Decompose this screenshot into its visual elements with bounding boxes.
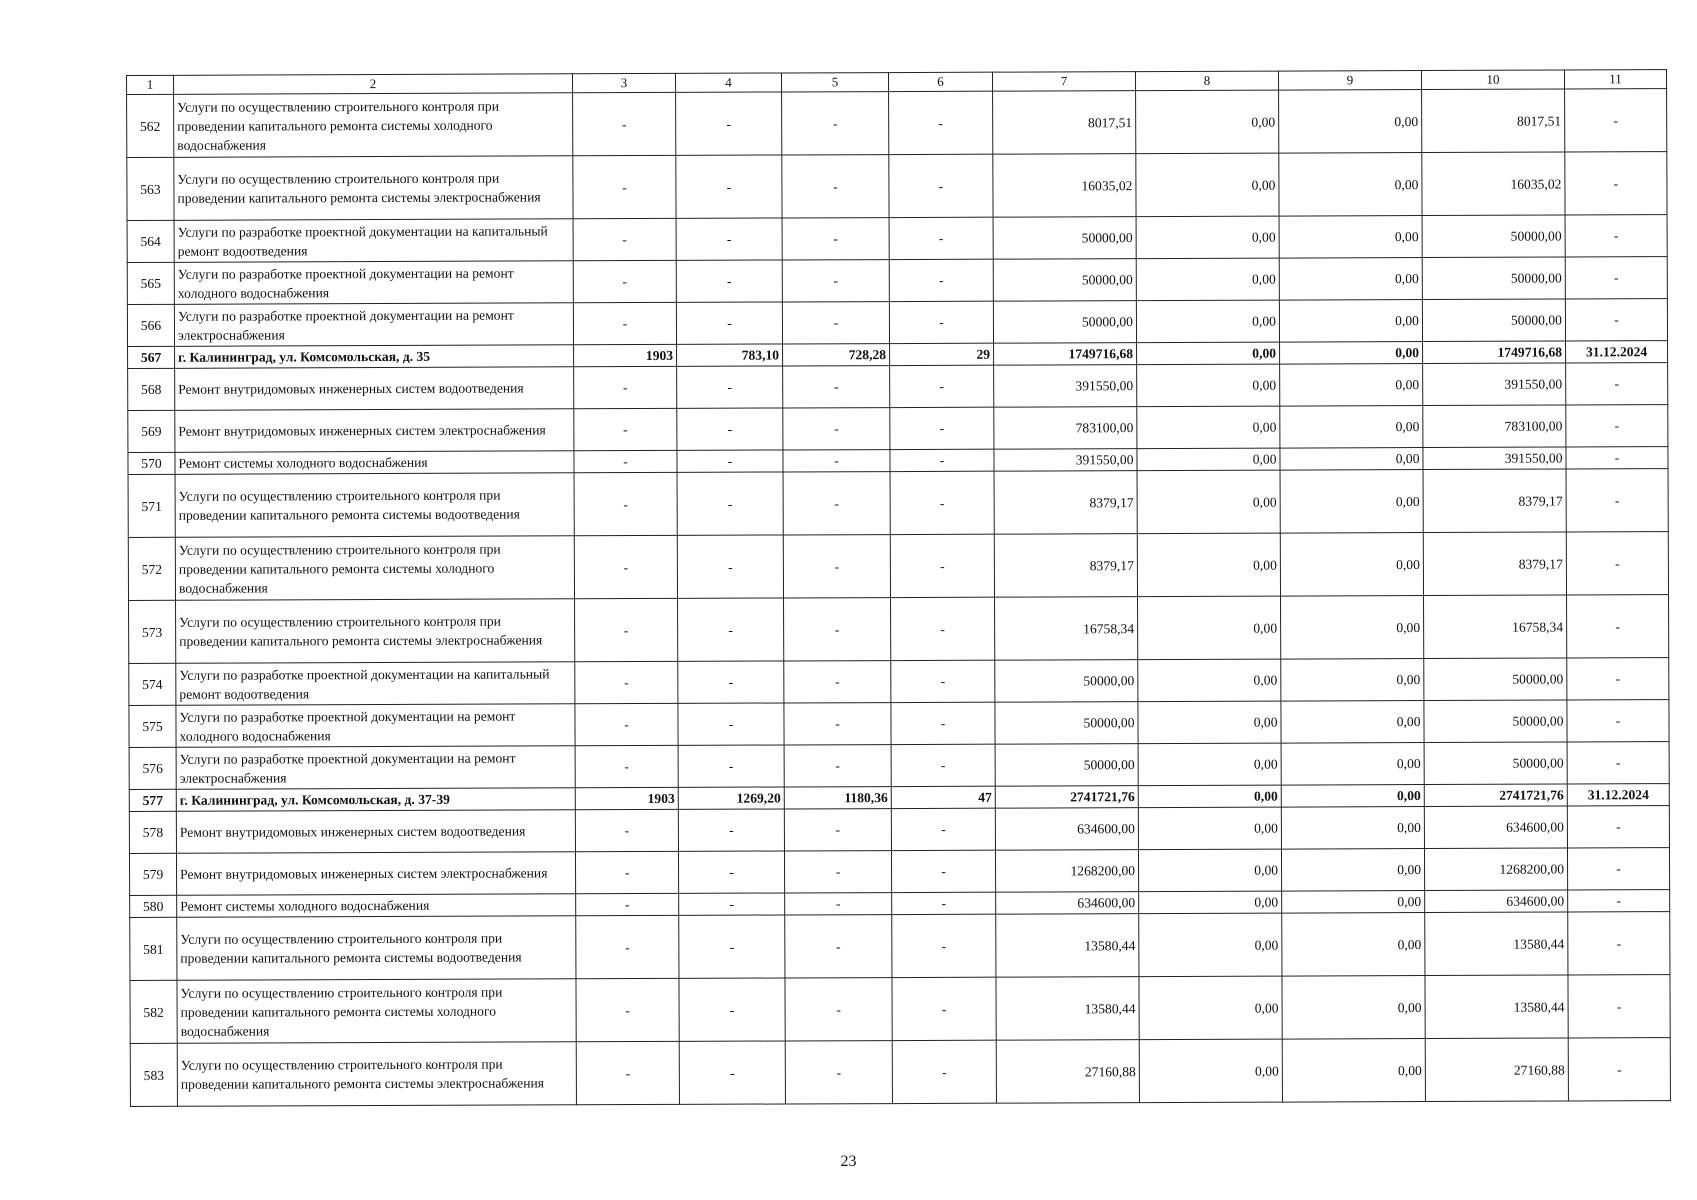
page-number: 23 [840, 1153, 857, 1170]
row-number: 572 [128, 537, 175, 600]
total-cost: 8379,17 [994, 534, 1137, 598]
col-3-value: - [574, 472, 677, 535]
col-8-value: 0,00 [1137, 364, 1280, 407]
row-number: 564 [127, 220, 174, 262]
col-5-value: - [782, 260, 889, 302]
col-6-value: - [890, 449, 994, 471]
col-8-value: 0,00 [1137, 448, 1280, 471]
col-8-value: 0,00 [1136, 90, 1279, 154]
row-number: 565 [127, 262, 174, 304]
col-3-value: - [573, 155, 676, 218]
completion-date: - [1567, 742, 1669, 784]
total-cost: 50000,00 [995, 744, 1138, 787]
col-6-value: - [889, 154, 993, 217]
col-9-value: 0,00 [1279, 90, 1422, 154]
row-number: 577 [129, 789, 176, 811]
col-3-value: - [573, 218, 676, 260]
col-8-value: 0,00 [1136, 258, 1279, 301]
col-4-value: - [676, 218, 782, 260]
col-6-value: - [891, 702, 995, 744]
table-row [129, 700, 1669, 748]
col-9-value: 0,00 [1282, 891, 1425, 914]
row-number: 574 [129, 663, 176, 705]
work-description: Услуги по разработке проектной документации на ремонт холодного водоснабжения [176, 704, 575, 748]
table-row [129, 806, 1669, 854]
col-3-value: - [573, 260, 676, 302]
total-cost: 27160,88 [996, 1040, 1139, 1104]
col-5-value: - [783, 366, 890, 408]
completion-date: - [1565, 215, 1667, 257]
col-3-value: - [574, 535, 677, 598]
work-description: Услуги по осуществлению строительного контроля при проведении капитального ремонта системы водоотведения [177, 916, 576, 981]
col-10-value: 1749716,68 [1423, 341, 1566, 364]
row-number: 567 [128, 346, 175, 368]
col-8-value: 0,00 [1138, 659, 1281, 702]
col-3-value: - [574, 450, 677, 472]
table-row [130, 975, 1670, 1044]
col-4-value: - [679, 915, 785, 978]
col-3-value: - [575, 745, 678, 787]
column-number-header: 7 [992, 72, 1135, 92]
col-3-value: - [576, 978, 679, 1041]
column-number-header: 5 [781, 73, 888, 92]
col-4-value: 783,10 [677, 344, 783, 366]
col-5-value: - [783, 472, 890, 535]
completion-date: - [1568, 975, 1670, 1038]
work-description: Услуги по осуществлению строительного контроля при проведении капитального ремонта системы холодного водоснабжения [177, 979, 576, 1044]
col-9-value: 0,00 [1279, 153, 1422, 217]
col-5-value: - [784, 851, 891, 893]
col-8-value: 0,00 [1137, 470, 1280, 534]
col-9-value: 0,00 [1280, 364, 1423, 407]
col-10-value: 13580,44 [1425, 975, 1568, 1039]
completion-date: 31.12.2024 [1566, 341, 1668, 363]
total-cost: 16035,02 [993, 154, 1136, 218]
col-4-value: - [678, 851, 784, 893]
col-6-value: - [891, 808, 995, 850]
completion-date: - [1565, 299, 1667, 341]
work-description: Услуги по осуществлению строительного контроля при проведении капитального ремонта системы электроснабжения [174, 156, 573, 221]
col-9-value: 0,00 [1280, 533, 1423, 597]
col-4-value: - [677, 535, 783, 598]
completion-date: - [1568, 1038, 1670, 1101]
total-cost: 2741721,76 [995, 786, 1138, 809]
col-3-value: - [573, 302, 676, 344]
col-3-value: - [575, 703, 678, 745]
work-description: г. Калининград, ул. Комсомольская, д. 35 [175, 345, 574, 369]
col-4-value: - [679, 1041, 785, 1104]
col-8-value: 0,00 [1138, 807, 1281, 850]
total-cost: 1268200,00 [995, 850, 1138, 893]
completion-date: - [1567, 595, 1669, 658]
row-number: 581 [130, 917, 177, 980]
col-6-value: - [892, 914, 996, 977]
col-5-value: - [782, 155, 889, 218]
col-9-value: 0,00 [1281, 807, 1424, 850]
col-10-value: 50000,00 [1422, 215, 1565, 258]
table-row [127, 152, 1667, 221]
col-8-value: 0,00 [1139, 913, 1282, 977]
col-6-value: - [891, 744, 995, 786]
col-6-value: - [889, 91, 993, 154]
document-sheet [126, 69, 1670, 1107]
total-cost: 1749716,68 [994, 343, 1137, 366]
table-row [129, 595, 1669, 664]
column-number-header: 2 [174, 74, 573, 95]
col-9-value: 0,00 [1279, 216, 1422, 259]
total-cost: 634600,00 [996, 892, 1139, 915]
column-number-header: 4 [675, 73, 781, 92]
col-8-value: 0,00 [1136, 300, 1279, 343]
col-10-value: 391550,00 [1423, 447, 1566, 470]
row-number: 562 [127, 94, 174, 157]
column-number-header: 9 [1278, 71, 1421, 91]
col-9-value: 0,00 [1279, 300, 1422, 343]
col-4-value: - [677, 450, 783, 472]
col-10-value: 391550,00 [1423, 363, 1566, 406]
col-3-value: - [575, 851, 678, 893]
col-10-value: 1268200,00 [1424, 848, 1567, 891]
table-row [127, 299, 1667, 347]
completion-date: - [1567, 658, 1669, 700]
col-3-value: 1903 [574, 344, 677, 366]
col-9-value: 0,00 [1281, 659, 1424, 702]
completion-date: - [1567, 848, 1669, 890]
row-number: 579 [129, 853, 176, 895]
col-8-value: 0,00 [1137, 533, 1280, 597]
col-10-value: 13580,44 [1425, 912, 1568, 976]
total-cost: 50000,00 [995, 702, 1138, 745]
row-number: 580 [130, 895, 177, 917]
col-9-value: 0,00 [1282, 976, 1425, 1040]
col-8-value: 0,00 [1138, 849, 1281, 892]
completion-date: - [1566, 363, 1668, 405]
work-description: Ремонт системы холодного водоснабжения [177, 894, 576, 918]
column-number-header: 8 [1135, 71, 1278, 91]
work-description: Ремонт внутридомовых инженерных систем электроснабжения [176, 852, 575, 896]
col-5-value: - [785, 893, 892, 915]
col-8-value: 0,00 [1139, 891, 1282, 914]
total-cost: 50000,00 [995, 660, 1138, 703]
col-8-value: 0,00 [1137, 406, 1280, 449]
work-description: Ремонт внутридомовых инженерных систем электроснабжения [175, 409, 574, 453]
table-row [129, 742, 1669, 790]
row-number: 576 [129, 747, 176, 789]
column-number-header: 1 [127, 75, 174, 94]
col-6-value: - [892, 977, 996, 1040]
column-number-header: 6 [888, 72, 992, 91]
col-9-value: 0,00 [1281, 785, 1424, 808]
col-5-value: - [784, 745, 891, 787]
completion-date: - [1567, 700, 1669, 742]
total-cost: 50000,00 [993, 259, 1136, 302]
works-table [126, 69, 1671, 1107]
total-cost: 13580,44 [996, 977, 1139, 1041]
completion-date: - [1568, 890, 1670, 912]
col-6-value: - [889, 217, 993, 259]
completion-date: - [1566, 532, 1668, 595]
col-5-value: - [785, 915, 892, 978]
col-5-value: - [783, 450, 890, 472]
col-8-value: 0,00 [1139, 976, 1282, 1040]
col-6-value: 47 [891, 786, 995, 808]
col-8-value: 0,00 [1138, 701, 1281, 744]
col-3-value: - [575, 661, 678, 703]
col-10-value: 8017,51 [1422, 89, 1565, 153]
col-9-value: 0,00 [1281, 596, 1424, 660]
col-4-value: - [678, 598, 784, 661]
col-5-value: - [783, 535, 890, 598]
work-description: Услуги по разработке проектной документации на ремонт электроснабжения [176, 746, 575, 790]
col-4-value: - [679, 978, 785, 1041]
col-5-value: 728,28 [783, 344, 890, 366]
col-6-value: - [891, 660, 995, 702]
work-description: Услуги по разработке проектной документации на ремонт электроснабжения [174, 303, 573, 347]
col-8-value: 0,00 [1139, 1039, 1282, 1103]
work-description: г. Калининград, ул. Комсомольская, д. 37-39 [176, 788, 575, 812]
work-description: Ремонт внутридомовых инженерных систем водоотведения [176, 810, 575, 854]
work-description: Ремонт внутридомовых инженерных систем водоотведения [175, 367, 574, 411]
col-8-value: 0,00 [1137, 342, 1280, 365]
column-number-header: 10 [1421, 70, 1564, 90]
row-number: 578 [129, 811, 176, 853]
col-6-value: - [890, 471, 994, 534]
table-row [127, 215, 1667, 263]
work-description: Услуги по осуществлению строительного контроля при проведении капитального ремонта системы водоотведения [175, 473, 574, 538]
col-4-value: 1269,20 [678, 787, 784, 809]
table-row [128, 532, 1668, 601]
total-cost: 13580,44 [996, 914, 1139, 978]
completion-date: - [1566, 469, 1668, 532]
col-3-value: - [574, 366, 677, 408]
col-10-value: 27160,88 [1425, 1038, 1568, 1102]
col-6-value: - [891, 597, 995, 660]
col-10-value: 16035,02 [1422, 152, 1565, 216]
col-3-value: - [576, 893, 679, 915]
completion-date: - [1565, 152, 1667, 215]
col-9-value: 0,00 [1280, 470, 1423, 534]
col-10-value: 634600,00 [1424, 806, 1567, 849]
col-8-value: 0,00 [1138, 596, 1281, 660]
completion-date: - [1565, 257, 1667, 299]
col-4-value: - [678, 809, 784, 851]
col-5-value: - [784, 598, 891, 661]
col-3-value: - [575, 598, 678, 661]
col-5-value: - [783, 408, 890, 450]
total-cost: 783100,00 [994, 407, 1137, 450]
col-8-value: 0,00 [1138, 743, 1281, 786]
col-9-value: 0,00 [1280, 342, 1423, 365]
col-6-value: - [892, 1040, 996, 1103]
work-description: Услуги по разработке проектной документации на капитальный ремонт водоотведения [174, 219, 573, 263]
col-9-value: 0,00 [1280, 448, 1423, 471]
completion-date: - [1566, 405, 1668, 447]
col-5-value: - [784, 661, 891, 703]
work-description: Услуги по осуществлению строительного контроля при проведении капитального ремонта системы холодного водоснабжения [175, 536, 574, 601]
col-3-value: - [576, 915, 679, 978]
col-10-value: 8379,17 [1423, 469, 1566, 533]
col-10-value: 50000,00 [1424, 700, 1567, 743]
row-number: 575 [129, 705, 176, 747]
total-cost: 16758,34 [995, 597, 1138, 661]
col-6-value: - [889, 259, 993, 301]
col-5-value: - [784, 809, 891, 851]
col-8-value: 0,00 [1136, 216, 1279, 259]
total-cost: 8017,51 [993, 91, 1136, 155]
table-row [128, 405, 1668, 453]
work-description: Услуги по осуществлению строительного контроля при проведении капитального ремонта системы холодного водоснабжения [174, 93, 573, 158]
total-cost: 391550,00 [994, 449, 1137, 472]
row-number: 568 [128, 368, 175, 410]
col-9-value: 0,00 [1281, 701, 1424, 744]
col-3-value: - [576, 1041, 679, 1104]
col-5-value: - [785, 1041, 892, 1104]
col-4-value: - [677, 408, 783, 450]
work-description: Услуги по осуществлению строительного контроля при проведении капитального ремонта системы электроснабжения [177, 1042, 576, 1107]
col-4-value: - [678, 703, 784, 745]
col-5-value: - [785, 978, 892, 1041]
col-4-value: - [676, 260, 782, 302]
total-cost: 50000,00 [993, 301, 1136, 344]
work-description: Услуги по разработке проектной документации на капитальный ремонт водоотведения [176, 662, 575, 706]
table-row [129, 848, 1669, 896]
col-6-value: - [890, 365, 994, 407]
col-5-value: - [782, 92, 889, 155]
row-number: 583 [130, 1043, 177, 1106]
col-4-value: - [676, 155, 782, 218]
col-9-value: 0,00 [1281, 849, 1424, 892]
row-number: 582 [130, 980, 177, 1043]
column-number-header: 3 [572, 73, 675, 92]
completion-date: - [1567, 806, 1669, 848]
column-number-header: 11 [1564, 70, 1666, 89]
col-3-value: 1903 [575, 787, 678, 809]
col-5-value: 1180,36 [784, 787, 891, 809]
row-number: 573 [129, 600, 176, 663]
work-description: Услуги по разработке проектной документации на ремонт холодного водоснабжения [174, 261, 573, 305]
total-cost: 634600,00 [995, 808, 1138, 851]
completion-date: - [1565, 89, 1667, 152]
table-row [128, 363, 1668, 411]
table-row [127, 89, 1667, 158]
col-4-value: - [677, 472, 783, 535]
table-row [129, 658, 1669, 706]
col-5-value: - [782, 302, 889, 344]
completion-date: - [1568, 912, 1670, 975]
col-6-value: 29 [890, 343, 994, 365]
col-4-value: - [679, 893, 785, 915]
col-5-value: - [782, 218, 889, 260]
col-4-value: - [678, 661, 784, 703]
total-cost: 50000,00 [993, 217, 1136, 260]
col-10-value: 50000,00 [1422, 299, 1565, 342]
col-4-value: - [678, 745, 784, 787]
col-3-value: - [573, 92, 676, 155]
col-10-value: 634600,00 [1425, 890, 1568, 913]
total-cost: 8379,17 [994, 471, 1137, 535]
table-row [128, 469, 1668, 538]
col-3-value: - [575, 809, 678, 851]
row-number: 570 [128, 452, 175, 474]
col-8-value: 0,00 [1138, 785, 1281, 808]
col-9-value: 0,00 [1279, 258, 1422, 301]
table-row [130, 1038, 1670, 1107]
col-6-value: - [890, 534, 994, 597]
completion-date: 31.12.2024 [1567, 784, 1669, 806]
row-number: 566 [127, 304, 174, 346]
col-6-value: - [891, 850, 995, 892]
work-description: Услуги по осуществлению строительного контроля при проведении капитального ремонта системы электроснабжения [176, 599, 575, 664]
col-10-value: 8379,17 [1423, 532, 1566, 596]
col-3-value: - [574, 408, 677, 450]
col-4-value: - [677, 366, 783, 408]
col-10-value: 50000,00 [1422, 257, 1565, 300]
col-4-value: - [676, 92, 782, 155]
col-6-value: - [889, 301, 993, 343]
completion-date: - [1566, 447, 1668, 469]
col-8-value: 0,00 [1136, 153, 1279, 217]
col-6-value: - [892, 892, 996, 914]
col-9-value: 0,00 [1280, 406, 1423, 449]
row-number: 569 [128, 410, 175, 452]
col-10-value: 16758,34 [1424, 595, 1567, 659]
work-description: Ремонт системы холодного водоснабжения [175, 451, 574, 475]
col-9-value: 0,00 [1282, 913, 1425, 977]
total-cost: 391550,00 [994, 365, 1137, 408]
col-6-value: - [890, 407, 994, 449]
table-row [127, 257, 1667, 305]
col-10-value: 2741721,76 [1424, 784, 1567, 807]
col-4-value: - [676, 302, 782, 344]
col-10-value: 783100,00 [1423, 405, 1566, 448]
row-number: 571 [128, 474, 175, 537]
col-9-value: 0,00 [1281, 743, 1424, 786]
col-10-value: 50000,00 [1424, 742, 1567, 785]
col-5-value: - [784, 703, 891, 745]
table-row [130, 912, 1670, 981]
col-10-value: 50000,00 [1424, 658, 1567, 701]
row-number: 563 [127, 157, 174, 220]
col-9-value: 0,00 [1282, 1039, 1425, 1103]
